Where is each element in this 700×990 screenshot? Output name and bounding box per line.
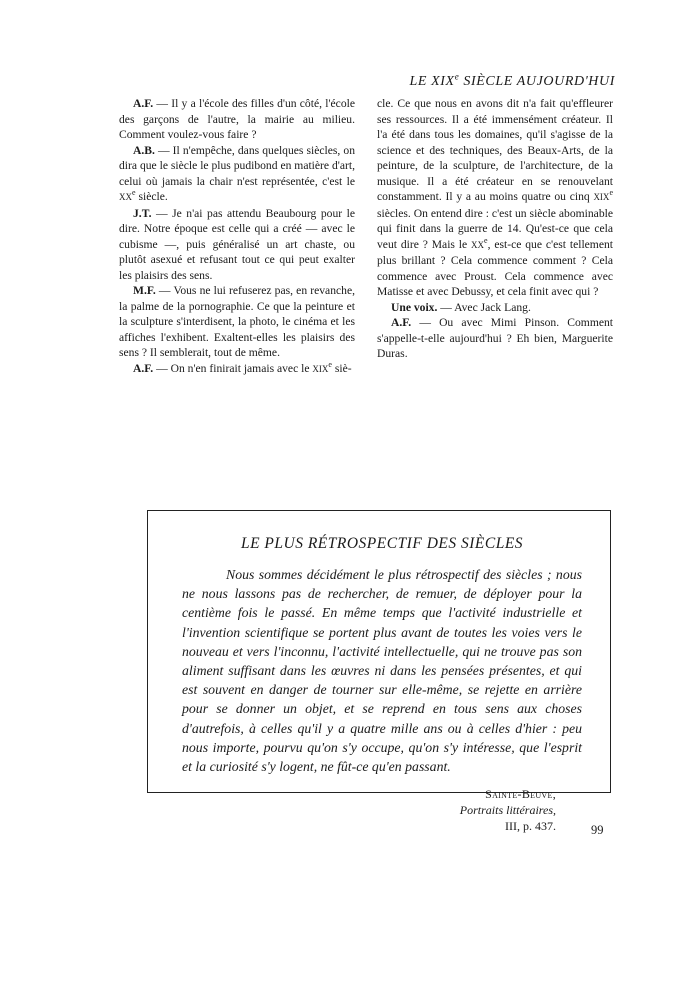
dialogue-paragraph: M.F. — Vous ne lui refuserez pas, en revanche, la palme de la pornographie. Ce que la peinture et la sculpture s'interdisent, la photo, le cinéma et les affiches l'exhibent. Exaltent-elles les plaisirs des sens ? Il semblerait, tout de même. bbox=[119, 284, 355, 359]
speaker: J.T. bbox=[133, 206, 152, 220]
running-head: LE XIXe SIÈCLE AUJOURD'HUI bbox=[409, 71, 615, 89]
speaker: A.F. bbox=[133, 97, 154, 110]
quote-text: Nous sommes décidément le plus rétrospectif des siècles ; nous ne nous lassons pas de rechercher, de remuer, de déployer pour la centième fois le passé. En même temps que l'activité industrielle et l'invention scientifique se portent plus avant de toutes les voies vers le nouveau et vers l'inconnu, l'activité intellectuelle, qui ne trouve pas son aliment suffisant dans les œuvres ni dans les pensées présentes, et qui est souvent en danger de tourner sur elle-même, se rejette en arrière pour se donner un objet, et se reprend en tous sens aux choses d'autrefois, à celles qu'il y a quatre mille ans ou à celles d'hier : peu nous importe, pourvu qu'on s'y occupe, qu'on s'y intéresse, que l'esprit et la curiosité s'y logent, ne fût-ce qu'en passant. bbox=[182, 567, 582, 775]
dialogue-paragraph: A.F. — Il y a l'école des filles d'un côté, l'école des garçons de l'autre, la mairie au milieu. Comment voulez-vous faire ? bbox=[119, 97, 355, 141]
quote-author: Sainte-Beuve, bbox=[485, 787, 556, 802]
quote-work: Portraits littéraires, bbox=[459, 803, 556, 818]
speaker: M.F. bbox=[133, 284, 156, 297]
dialogue-paragraph: Une voix. — Avec Jack Lang. bbox=[391, 300, 531, 314]
right-column bbox=[377, 96, 613, 377]
dialogue-paragraph: A.F. — Ou avec Mimi Pinson. Comment s'appelle-t-elle aujourd'hui ? Eh bien, Marguerite Duras. bbox=[377, 316, 613, 360]
dialogue-paragraph: A.B. — Il n'empêche, dans quelques siècles, on dira que le siècle le plus pudibond en matière d'art, celui où jamais la chair n'est représentée, c'est le XXe siècle. bbox=[119, 143, 355, 203]
speaker: A.F. bbox=[391, 316, 412, 329]
attribution bbox=[182, 786, 582, 834]
dialogue-paragraph: J.T. — Je n'ai pas attendu Beaubourg pour le dire. Notre époque est celle qui a créé — avec le cubisme —, puis généralisé un art chaste, ou plutôt asexué et refusant tout ce qui peut exalter les plaisirs des sens. bbox=[119, 206, 355, 282]
dialogue-continuation: cle. Ce que nous en avons dit n'a fait qu'effleurer ses ressources. Il a été immensément créateur. Il l'a été dans tous les domaines, qu'il s'agisse de la science et des techniques, des Beaux-Arts, de la peinture, de la sculpture, de l'architecture, de la musique. Il a été créateur en se renouvelant constamment. Il y a au moins quatre ou cinq XIXe siècles. On entend dire : c'est un siècle abominable qui finit dans la guerre de 14. Qu'est-ce que cela veut dire ? Mais le XXe, est-ce que c'est tellement plus brillant ? Cela commence comment ? Cela commence avec Proust. Cela commence avec Matisse et avec Debussy, et cela finit avec qui ? bbox=[377, 97, 613, 298]
page-number: 99 bbox=[591, 823, 604, 837]
text-columns bbox=[119, 96, 613, 377]
speaker: A.B. bbox=[133, 143, 155, 157]
left-column bbox=[119, 96, 355, 377]
dialogue-paragraph: A.F. — On n'en finirait jamais avec le XIXe siè- bbox=[133, 359, 352, 375]
box-title: LE PLUS RÉTROSPECTIF DES SIÈCLES bbox=[240, 535, 524, 552]
quote-pages: III, p. 437. bbox=[505, 819, 556, 834]
speaker: Une voix. bbox=[391, 300, 438, 314]
speaker: A.F. bbox=[133, 361, 154, 375]
